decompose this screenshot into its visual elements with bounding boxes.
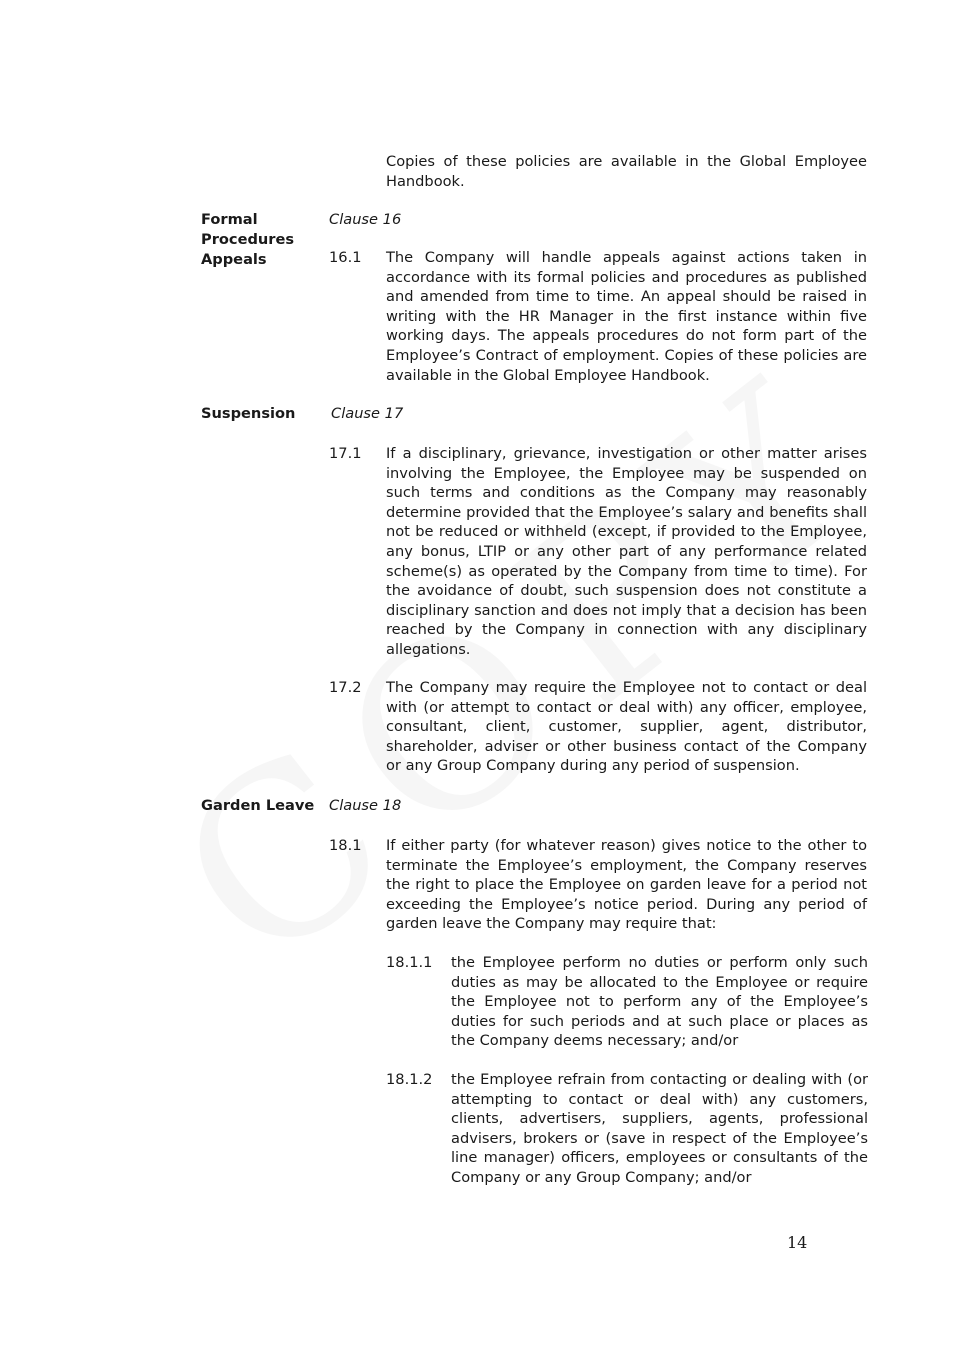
clause-number-17-1: 17.1 (329, 445, 362, 462)
clause-number-18-1-1: 18.1.1 (386, 954, 433, 971)
clause-text-16-1: The Company will handle appeals against actions taken in accordance with its formal policies and procedures as published and amended from time to time. An appeal should be raised in writing with the HR Manager in the first instance within five working days. The appeals procedures do not form part of the Employee’s Contract of employment. Copies of these policies are available in the Global Employee Handbook. (386, 249, 867, 384)
clause-text-18-1: If either party (for whatever reason) gives notice to the other to terminate the Employee’s employment, the Company reserves the right to place the Employee on garden leave for a period not exceeding the Employee’s notice period. During any period of garden leave the Company may require that: (386, 837, 867, 933)
section-heading-formal-procedures-appeals: Formal Procedures Appeals (201, 211, 295, 268)
section-heading-suspension: Suspension (201, 405, 296, 422)
clause-label-18: Clause 18 (329, 797, 402, 814)
clause-text-17-2: The Company may require the Employee not to contact or deal with (or attempt to contact or deal with) any officer, employee, consultant, client, customer, supplier, agent, distributor, shareholder, adviser or other business contact of the Company or any Group Company during any period of suspension. (386, 679, 867, 775)
clause-number-18-1-2: 18.1.2 (386, 1071, 433, 1088)
clause-text-17-1: If a disciplinary, grievance, investigation or other matter arises involving the Employee, the Employee may be suspended on such terms and conditions as the Company may reasonably determine provided that the Employee’s salary and benefits shall not be reduced or withheld (except, if provided to the Employee, any bonus, LTIP or any other part of any performance related scheme(s) as operated by the Company from time to time). For the avoidance of doubt, such suspension does not constitute a disciplinary sanction and does not imply that a decision has been reached by the Company in connection with any disciplinary allegations. (386, 445, 867, 658)
clause-number-18-1: 18.1 (329, 837, 362, 854)
section-heading-garden-leave: Garden Leave (201, 797, 315, 814)
clause-text-18-1-2: the Employee refrain from contacting or dealing with (or attempting to contact or deal with) any customers, clients, advertisers, suppliers, agents, professional advisers, brokers or (save in respect of the Employee’s line manager) officers, employees or consultants of the Company or any Group Company; and/or (451, 1071, 868, 1186)
page-number: 14 (787, 1233, 808, 1252)
clause-number-17-2: 17.2 (329, 679, 362, 696)
clause-label-17: Clause 17 (331, 405, 404, 422)
clause-text-18-1-1: the Employee perform no duties or perform only such duties as may be allocated to the Employee or require the Employee not to perform any of the Employee’s duties for such periods and at such place or places as the Company deems necessary; and/or (451, 954, 868, 1050)
clause-label-16: Clause 16 (329, 211, 402, 228)
intro-paragraph: Copies of these policies are available in the Global Employee Handbook. (386, 153, 867, 190)
clause-number-16-1: 16.1 (329, 249, 362, 266)
